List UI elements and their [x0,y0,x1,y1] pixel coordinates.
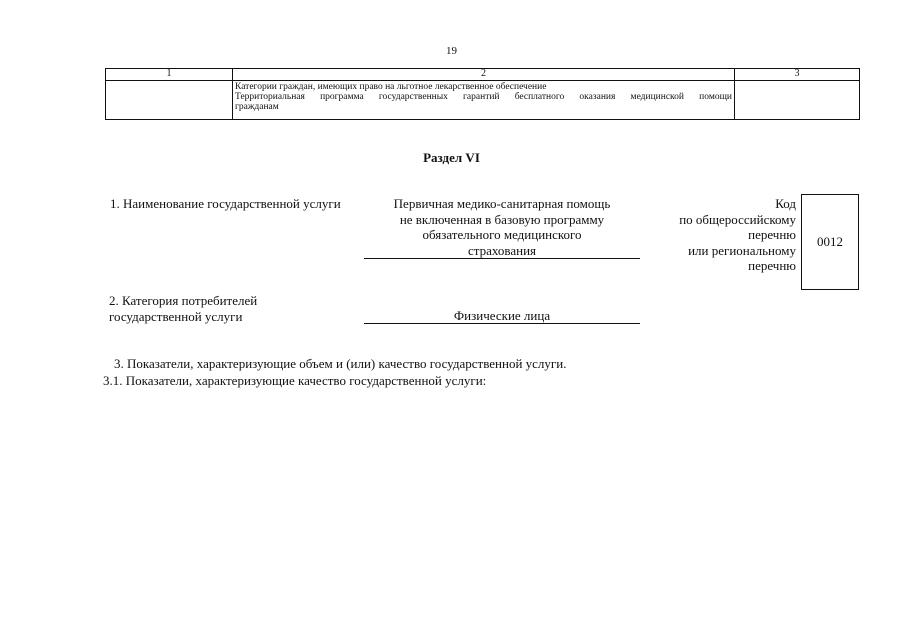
paragraph-indicators: 3. Показатели, характеризующие объем и (или) качество государственной услуги. [114,356,567,371]
consumer-category-value: Физические лица [364,308,640,324]
service-name-line-2: не включенная в базовую программу [399,211,605,227]
consumer-category-label [109,293,257,325]
consumer-label-line-2: государственной услуги [109,309,243,324]
table-header-cell-1: 1 [106,69,233,81]
table-cell-col1 [106,81,233,120]
table-row [106,81,860,120]
cell-line-2: Территориальная программа государственных гарантий бесплатного оказания медицинской помощи [235,92,732,102]
code-label-line-4: или региональному [688,242,796,258]
paragraph-quality-indicators: 3.1. Показатели, характеризующие качество государственной услуги: [103,373,487,388]
code-label-line-5: перечню [748,258,796,273]
service-name-line-1: Первичная медико-санитарная помощь [393,196,611,211]
table-header-row [106,69,860,81]
consumer-label-line-1: 2. Категория потребителей [109,293,258,308]
service-name-label: 1. Наименование государственной услуги [110,196,341,211]
service-name-line-4: страхования [467,242,536,258]
code-label-line-2: по общероссийскому [679,211,796,227]
code-label-line-3: перечню [748,227,796,242]
cell-line-3: гражданам [235,102,279,112]
service-name-line-3: обязательного медицинского [422,227,582,242]
code-value: 0012 [817,234,843,249]
table-cell-col2 [233,81,735,120]
table-header-cell-2: 2 [233,69,735,81]
code-value-box [801,194,859,290]
continuation-table [105,68,860,120]
section-title: Раздел VI [423,150,480,165]
code-label [650,196,796,274]
cell-line-1: Категории граждан, имеющих право на льготное лекарственное обеспечение [235,82,547,92]
code-label-line-1: Код [775,196,796,211]
table-header-cell-3: 3 [735,69,860,81]
service-name-value [364,196,640,259]
page-number: 19 [446,45,457,57]
table-cell-col3 [735,81,860,120]
